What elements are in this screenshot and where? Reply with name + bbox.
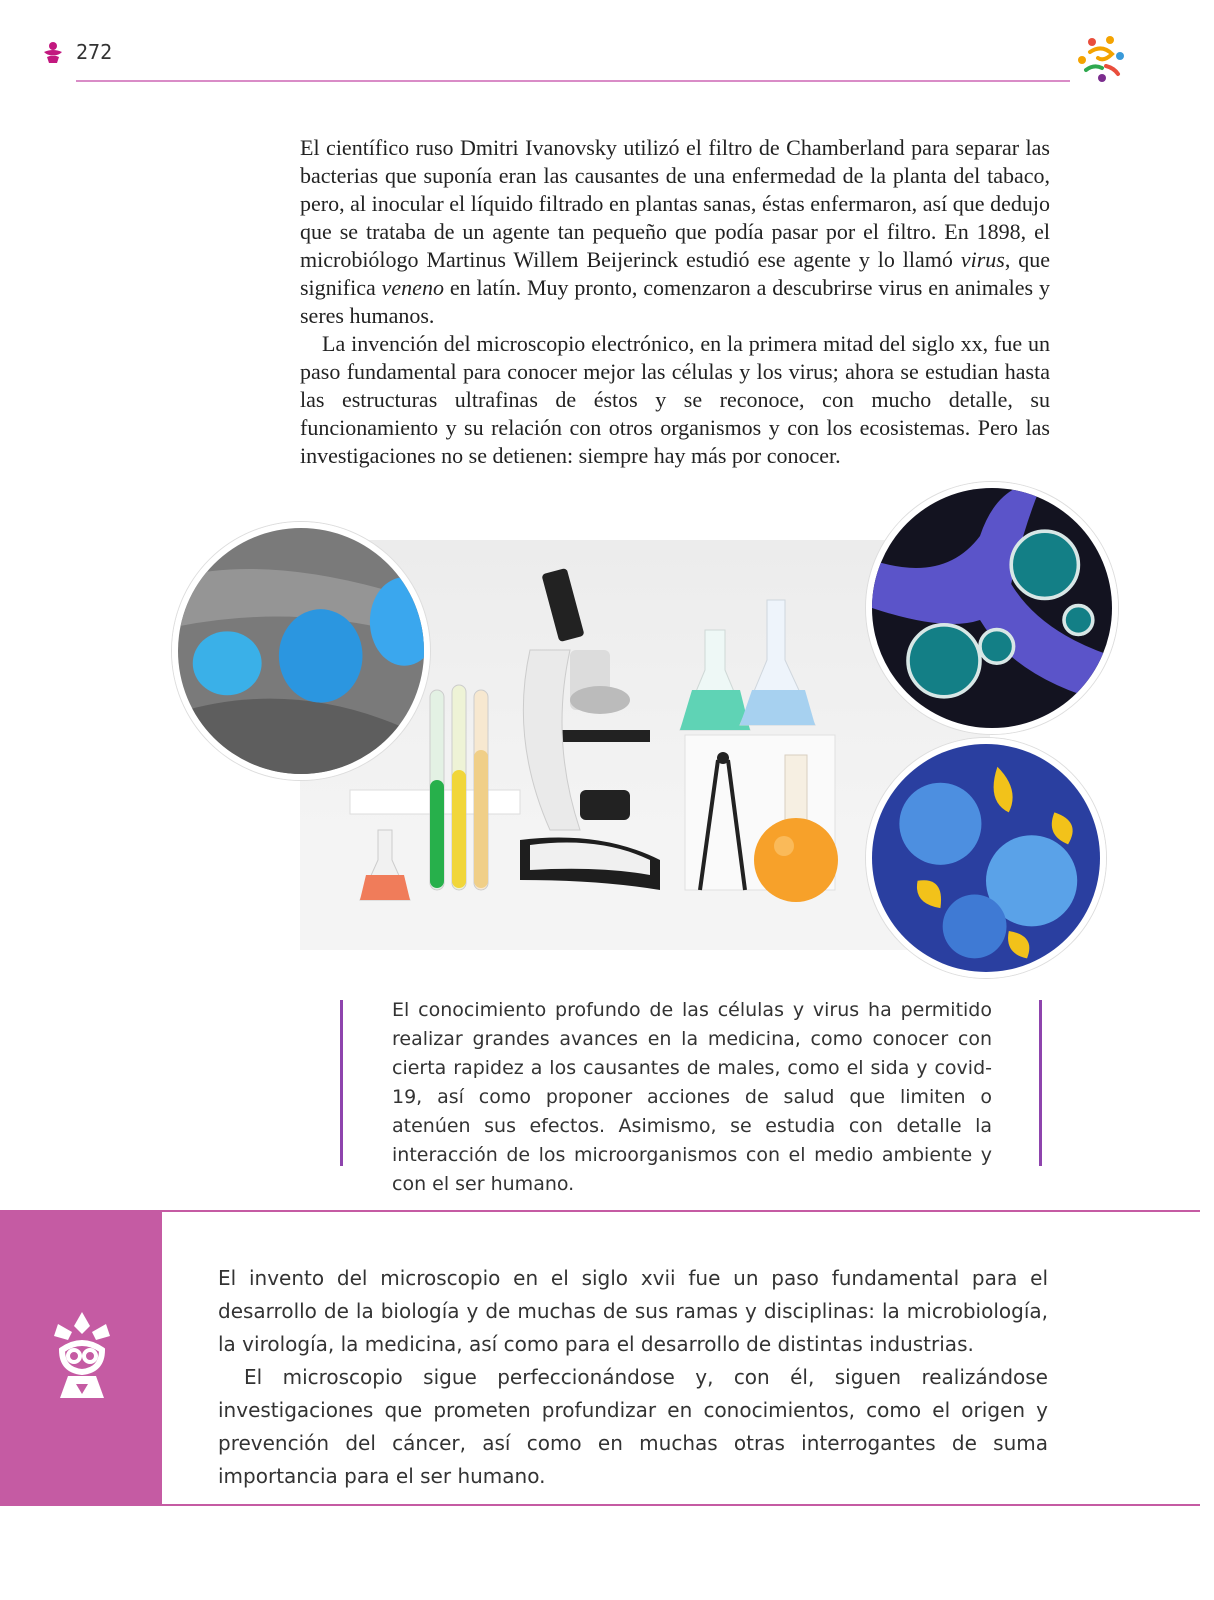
paragraph: El microscopio sigue perfeccionándose y, con él, siguen realizándose investigaciones que prometen profundizar en conocimientos, como el origen y prevención del cáncer, así como en muchas otras interrogantes de suma importancia para el ser humano. xyxy=(218,1365,1048,1488)
box-top-rule xyxy=(160,1210,1200,1212)
box-text xyxy=(218,1262,1048,1493)
cell-nuclei-micrograph xyxy=(172,522,430,780)
paragraph: La invención del microscopio electrónico, en la primera mitad del siglo xx, fue un paso fundamental para conocer mejor las células y los virus; ahora se estudian hasta las estructuras ultrafinas de éstos y se reconoce, con mucho detalle, su funcionamiento y su relación con otros organismos y con los ecosistemas. Pero las investigaciones no se detienen: siempre hay más por conocer. xyxy=(300,331,1050,468)
header-rule xyxy=(76,80,1070,82)
box-bottom-rule xyxy=(0,1504,1200,1506)
page-number: 272 xyxy=(76,40,113,64)
paragraph: El invento del microscopio en el siglo xvii fue un paso fundamental para el desarrollo de la biología y de muchas de sus ramas y disciplinas: la microbiología, la virología, la medicina, así como para el desarrollo de distintas industrias. xyxy=(218,1266,1048,1356)
colorful-figure-logo xyxy=(1072,30,1132,90)
virus-micrograph-teal xyxy=(866,482,1118,734)
floral-ornament-icon xyxy=(40,40,66,66)
main-text xyxy=(300,134,1050,470)
bacteria-micrograph-blue xyxy=(866,738,1106,978)
caption-bar-left xyxy=(340,1000,343,1166)
paragraph: El científico ruso Dmitri Ivanovsky utilizó el filtro de Chamberland para separar las bacterias que suponía eran las causantes de una enfermedad de la planta del tabaco, pero, al inocular el líquido filtrado en plantas sanas, éstas enfermaron, así que dedujo que se trataba de un agente tan pequeño que podía pasar por el filtro. En 1898, el microbiólogo Martinus Willem Beijerinck estudió ese agente y lo llamó virus, que significa veneno en latín. Muy pronto, comenzaron a descubrirse virus en animales y seres humanos. xyxy=(300,135,1051,328)
photo-caption: El conocimiento profundo de las células y virus ha permitido realizar grandes avances en la medicina, como conocer con cierta rapidez a los causantes de males, como el sida y covid-19, así como proponer acciones de salud que limiten o atenúen sus efectos. Asimismo, se estudia con detalle la interacción de los microorganismos con el medio ambiente y con el ser humano. xyxy=(392,999,992,1195)
floral-ornament-icon xyxy=(48,1310,116,1402)
caption-bar-right xyxy=(1039,1000,1042,1166)
